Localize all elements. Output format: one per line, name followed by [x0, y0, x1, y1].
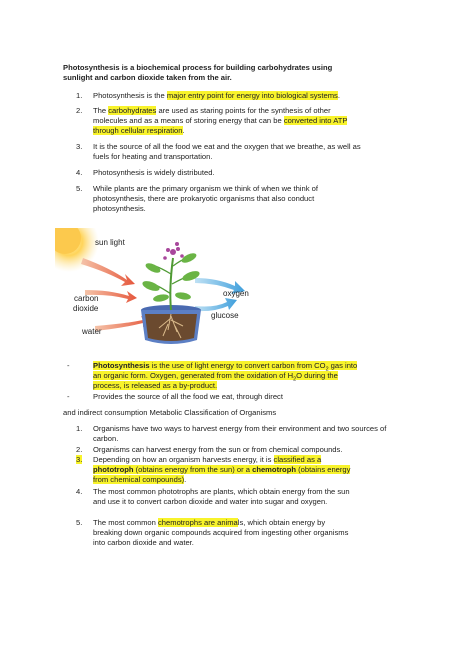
photosynthesis-diagram	[55, 228, 270, 353]
list-text: While plants are the primary organism we think of when we think of photosynthesis, there are prokaryotic organisms that also conduct photosynthesis.	[93, 184, 318, 214]
list-item	[63, 424, 403, 444]
list-text: Photosynthesis is widely distributed.	[93, 168, 215, 177]
highlight: carbohydrates	[108, 106, 157, 115]
highlight: chemotrophs are anima	[158, 518, 238, 527]
oxygen-label: oxygen	[223, 289, 249, 298]
list-number: 1.	[76, 424, 83, 433]
list-number: 2.	[76, 106, 83, 115]
list-item	[63, 445, 403, 455]
list-item	[63, 168, 363, 178]
list-item	[63, 487, 353, 507]
list-text: Provides the source of all the food we eat, through direct	[93, 392, 283, 401]
list-number: 4.	[76, 487, 83, 496]
list-number: 2.	[76, 445, 83, 454]
list-number: 1.	[76, 91, 83, 100]
list-text: The most common chemotrophs are animals, which obtain energy by breaking down organic compounds acquired from ingesting other organisms into carbon dioxide and water.	[93, 518, 349, 548]
list-text: Photosynthesis is the major entry point for energy into biological systems.	[93, 91, 340, 100]
list-item	[63, 518, 353, 549]
list-text: The most common phototrophs are plants, which obtain energy from the sun and use it to convert carbon dioxide and water into sugar and oxygen.	[93, 487, 350, 507]
sun-light-label: sun light	[95, 238, 125, 247]
list-text: The carbohydrates are used as staring points for the synthesis of other molecules and as a means of storing energy that can be converted into ATP through cellular respiration.	[93, 106, 348, 136]
bullet-dash: -	[67, 361, 70, 370]
glucose-label: glucose	[211, 311, 239, 320]
sunlight-arrow	[81, 258, 135, 286]
list-text: It is the source of all the food we eat and the oxygen that we breathe, as well as fuels for heating and transportation.	[93, 142, 361, 162]
list-text: Organisms have two ways to harvest energy from their environment and two sources of carbon.	[93, 424, 387, 444]
bullet-dash: -	[67, 392, 70, 401]
list-number: 3.	[76, 142, 83, 151]
water-label: water	[82, 327, 102, 336]
list-item	[63, 142, 363, 162]
list-text: Photosynthesis is the use of light energy to convert carbon from $CO_2$ gas into an organic form. Oxygen, generated from the oxidation of $H_2O$ during the process, is released as a by-product.	[93, 361, 358, 391]
list-text: Organisms can harvest energy from the sun or from chemical compounds.	[93, 445, 343, 454]
list-item	[63, 361, 363, 392]
list-item	[63, 392, 363, 402]
list-number: 5.	[76, 184, 83, 193]
highlight: converted into ATP through cellular respiration	[93, 116, 348, 136]
list-item	[63, 91, 363, 101]
paragraph-line: and indirect consumption Metabolic Classification of Organisms	[63, 408, 277, 417]
list-item	[63, 106, 363, 137]
intro-paragraph: Photosynthesis is a biochemical process for building carbohydrates using sunlight and carbon dioxide taken from the air.	[63, 63, 333, 83]
list-item	[63, 455, 353, 486]
list-number: 5.	[76, 518, 83, 527]
list-number: 4.	[76, 168, 83, 177]
list-text: Depending on how an organism harvests energy, it is classified as a phototroph (obtains energy from the sun) or a chemotroph (obtains energy from chemical compounds).	[93, 455, 351, 485]
dioxide-label: dioxide	[73, 304, 99, 313]
highlight: major entry point for energy into biological systems	[166, 91, 338, 100]
carbon-label: carbon	[74, 294, 99, 303]
list-item	[63, 184, 363, 215]
glucose-arrow	[195, 298, 237, 311]
list-number: 3.	[76, 455, 83, 464]
flower-icon	[163, 242, 184, 260]
